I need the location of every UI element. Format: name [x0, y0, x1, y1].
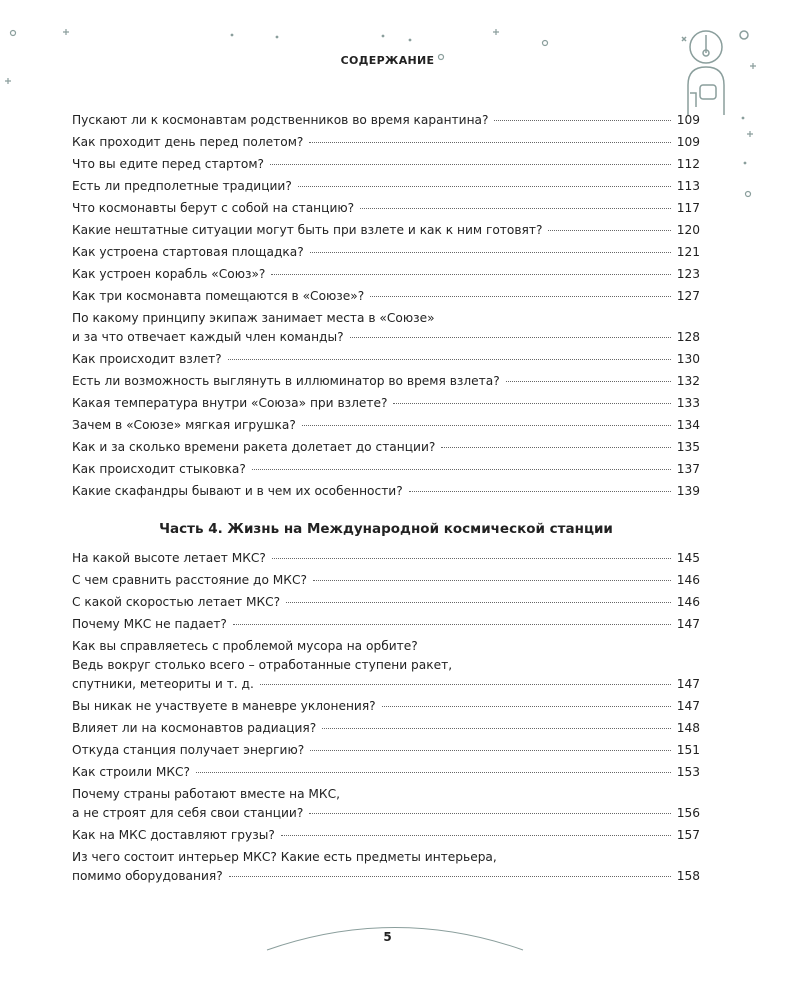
toc-page-number: 147 [676, 699, 700, 713]
toc-entry[interactable] [72, 741, 700, 760]
toc-entry[interactable] [72, 571, 700, 590]
dot-leader [350, 337, 671, 338]
toc-entry-line [72, 763, 700, 782]
dot-leader [309, 813, 670, 814]
toc-section-1 [72, 111, 700, 501]
dot-leader [322, 728, 671, 729]
dot-leader [310, 750, 671, 751]
toc-entry[interactable] [72, 763, 700, 782]
dot-leader [286, 602, 671, 603]
toc-entry-title: помимо оборудования? [72, 869, 223, 883]
dot-leader [382, 706, 671, 707]
dot-leader [506, 381, 671, 382]
dot-leader [281, 835, 671, 836]
dot-leader [271, 274, 670, 275]
toc-entry-line [72, 593, 700, 612]
toc-entry[interactable] [72, 111, 700, 130]
toc-entry-title: С какой скоростью летает МКС? [72, 595, 281, 609]
toc-entry-line [72, 199, 700, 218]
toc-page-number: 151 [676, 743, 700, 757]
toc-entry-title: Почему страны работают вместе на МКС, [72, 787, 340, 801]
part-heading: Часть 4. Жизнь на Международной космической станции [159, 521, 613, 537]
toc-entry-line [72, 221, 700, 240]
toc-entry-title: Зачем в «Союзе» мягкая игрушка? [72, 418, 296, 432]
toc-entry-title: С чем сравнить расстояние до МКС? [72, 573, 307, 587]
toc-entry-title: По какому принципу экипаж занимает места в «Союзе» [72, 311, 435, 325]
toc-page-number: 135 [676, 440, 700, 454]
toc-section-2 [72, 549, 700, 886]
toc-entry-line [72, 133, 700, 152]
toc-page-number: 153 [676, 765, 700, 779]
toc-entry[interactable] [72, 785, 700, 823]
toc-entry-title: Что космонавты берут с собой на станцию? [72, 201, 355, 215]
toc-entry-line [72, 637, 700, 656]
dot-leader [229, 876, 671, 877]
toc-entry[interactable] [72, 549, 700, 568]
toc-page-number: 109 [676, 113, 700, 127]
toc-entry[interactable] [72, 133, 700, 152]
toc-entry-line [72, 177, 700, 196]
toc-page-number: 134 [676, 418, 700, 432]
page-title: СОДЕРЖАНИЕ [340, 54, 435, 67]
toc-entry-line [72, 741, 700, 760]
dot-leader [370, 296, 671, 297]
toc-page-number: 112 [676, 157, 700, 171]
toc-page-number: 128 [676, 330, 700, 344]
toc-entry[interactable] [72, 177, 700, 196]
dot-leader [233, 624, 671, 625]
toc-entry-title: Есть ли возможность выглянуть в иллюминатор во время взлета? [72, 374, 500, 388]
toc-entry-title: Откуда станция получает энергию? [72, 743, 305, 757]
dot-leader [260, 684, 671, 685]
toc-entry[interactable] [72, 243, 700, 262]
toc-entry-line [72, 372, 700, 391]
dot-leader [393, 403, 670, 404]
toc-page-number: 109 [676, 135, 700, 149]
dot-leader [309, 142, 670, 143]
toc-entry-title: Почему МКС не падает? [72, 617, 227, 631]
dot-leader [228, 359, 671, 360]
toc-entry-title: Как устроена стартовая площадка? [72, 245, 304, 259]
toc-entry-line [72, 438, 700, 457]
toc-entry-line [72, 571, 700, 590]
toc-entry-line [72, 615, 700, 634]
toc-entry-line [72, 804, 700, 823]
toc-entry-title: На какой высоте летает МКС? [72, 551, 266, 565]
dot-leader [252, 469, 671, 470]
toc-entry-title: Какие скафандры бывают и в чем их особенности? [72, 484, 403, 498]
toc-page-number: 137 [676, 462, 700, 476]
toc-entry-title: а не строят для себя свои станции? [72, 806, 304, 820]
toc-entry-title: Из чего состоит интерьер МКС? Какие есть предметы интерьера, [72, 850, 497, 864]
toc-entry-title: Вы никак не участвуете в маневре уклонения? [72, 699, 376, 713]
toc-entry[interactable] [72, 221, 700, 240]
toc-page-number: 121 [676, 245, 700, 259]
toc-page-number: 158 [676, 869, 700, 883]
toc-entry-title: Как на МКС доставляют грузы? [72, 828, 275, 842]
toc-entry-title: Как происходит стыковка? [72, 462, 246, 476]
toc-page-number: 132 [676, 374, 700, 388]
toc-entry[interactable] [72, 848, 700, 886]
toc-entry[interactable] [72, 460, 700, 479]
toc-entry-title: и за что отвечает каждый член команды? [72, 330, 344, 344]
toc-entry-title: Что вы едите перед стартом? [72, 157, 265, 171]
dot-leader [272, 558, 671, 559]
toc-entry-line [72, 848, 700, 867]
toc-entry-title: Как и за сколько времени ракета долетает до станции? [72, 440, 436, 454]
toc-page-number: 127 [676, 289, 700, 303]
toc-entry-line [72, 549, 700, 568]
toc-entry-line [72, 656, 700, 675]
toc-entry-line [72, 416, 700, 435]
toc-page-number: 130 [676, 352, 700, 366]
toc-entry-title: спутники, метеориты и т. д. [72, 677, 254, 691]
dot-leader [302, 425, 671, 426]
toc-page-number: 147 [676, 617, 700, 631]
toc-page-number: 133 [676, 396, 700, 410]
toc-entry-title: Как происходит взлет? [72, 352, 222, 366]
toc-entry-title: Как проходит день перед полетом? [72, 135, 304, 149]
toc-entry[interactable] [72, 372, 700, 391]
toc-entry[interactable] [72, 199, 700, 218]
toc-entry-line [72, 111, 700, 130]
dot-leader [310, 252, 671, 253]
toc-entry[interactable] [72, 593, 700, 612]
toc-entry-line [72, 265, 700, 284]
toc-page-number: 120 [676, 223, 700, 237]
toc-entry-line [72, 785, 700, 804]
toc-entry-line [72, 482, 700, 501]
toc-page-number: 117 [676, 201, 700, 215]
dot-leader [298, 186, 671, 187]
toc-page-number: 145 [676, 551, 700, 565]
toc-entry-line [72, 867, 700, 886]
toc-entry-title: Какая температура внутри «Союза» при взлете? [72, 396, 388, 410]
toc-entry-title: Как вы справляетесь с проблемой мусора на орбите? [72, 639, 418, 653]
toc-entry-line [72, 155, 700, 174]
toc-entry-title: Как строили МКС? [72, 765, 191, 779]
toc-entry[interactable] [72, 637, 700, 694]
toc-entry-line [72, 394, 700, 413]
toc-entry[interactable] [72, 287, 700, 306]
dot-leader [494, 120, 670, 121]
toc-page-number: 148 [676, 721, 700, 735]
page-number: 5 [383, 930, 392, 944]
toc-entry[interactable] [72, 309, 700, 347]
toc-entry[interactable] [72, 265, 700, 284]
toc-entry[interactable] [72, 719, 700, 738]
toc-page-number: 139 [676, 484, 700, 498]
toc-entry-line [72, 287, 700, 306]
dot-leader [409, 491, 671, 492]
toc-entry-line [72, 697, 700, 716]
dot-leader [360, 208, 671, 209]
toc-page-number: 147 [676, 677, 700, 691]
toc-entry[interactable] [72, 416, 700, 435]
toc-entry-line [72, 675, 700, 694]
toc-page-number: 146 [676, 573, 700, 587]
toc-entry-title: Какие нештатные ситуации могут быть при взлете и как к ним готовят? [72, 223, 543, 237]
toc-entry-title: Есть ли предполетные традиции? [72, 179, 292, 193]
toc-entry-title: Пускают ли к космонавтам родственников во время карантина? [72, 113, 489, 127]
toc-page-number: 157 [676, 828, 700, 842]
toc-page-number: 113 [676, 179, 700, 193]
dot-leader [270, 164, 671, 165]
toc-entry[interactable] [72, 697, 700, 716]
toc-entry[interactable] [72, 482, 700, 501]
toc-page-number: 156 [676, 806, 700, 820]
toc-entry-title: Как три космонавта помещаются в «Союзе»? [72, 289, 365, 303]
toc-entry[interactable] [72, 155, 700, 174]
toc-entry-line [72, 309, 700, 328]
toc-entry-title: Влияет ли на космонавтов радиация? [72, 721, 317, 735]
toc-entry-line [72, 328, 700, 347]
toc-entry[interactable] [72, 826, 700, 845]
toc-page-number: 146 [676, 595, 700, 609]
toc-entry-line [72, 460, 700, 479]
toc-entry[interactable] [72, 438, 700, 457]
toc-entry-line [72, 243, 700, 262]
toc-entry-title: Как устроен корабль «Союз»? [72, 267, 266, 281]
toc-entry[interactable] [72, 394, 700, 413]
toc-entry-line [72, 826, 700, 845]
toc-page-number: 123 [676, 267, 700, 281]
dot-leader [441, 447, 670, 448]
table-of-contents [72, 111, 700, 889]
toc-entry[interactable] [72, 615, 700, 634]
dot-leader [313, 580, 671, 581]
dot-leader [196, 772, 671, 773]
toc-entry-line [72, 719, 700, 738]
toc-entry-title: Ведь вокруг столько всего – отработанные ступени ракет, [72, 658, 453, 672]
toc-entry[interactable] [72, 350, 700, 369]
dot-leader [548, 230, 670, 231]
toc-entry-line [72, 350, 700, 369]
